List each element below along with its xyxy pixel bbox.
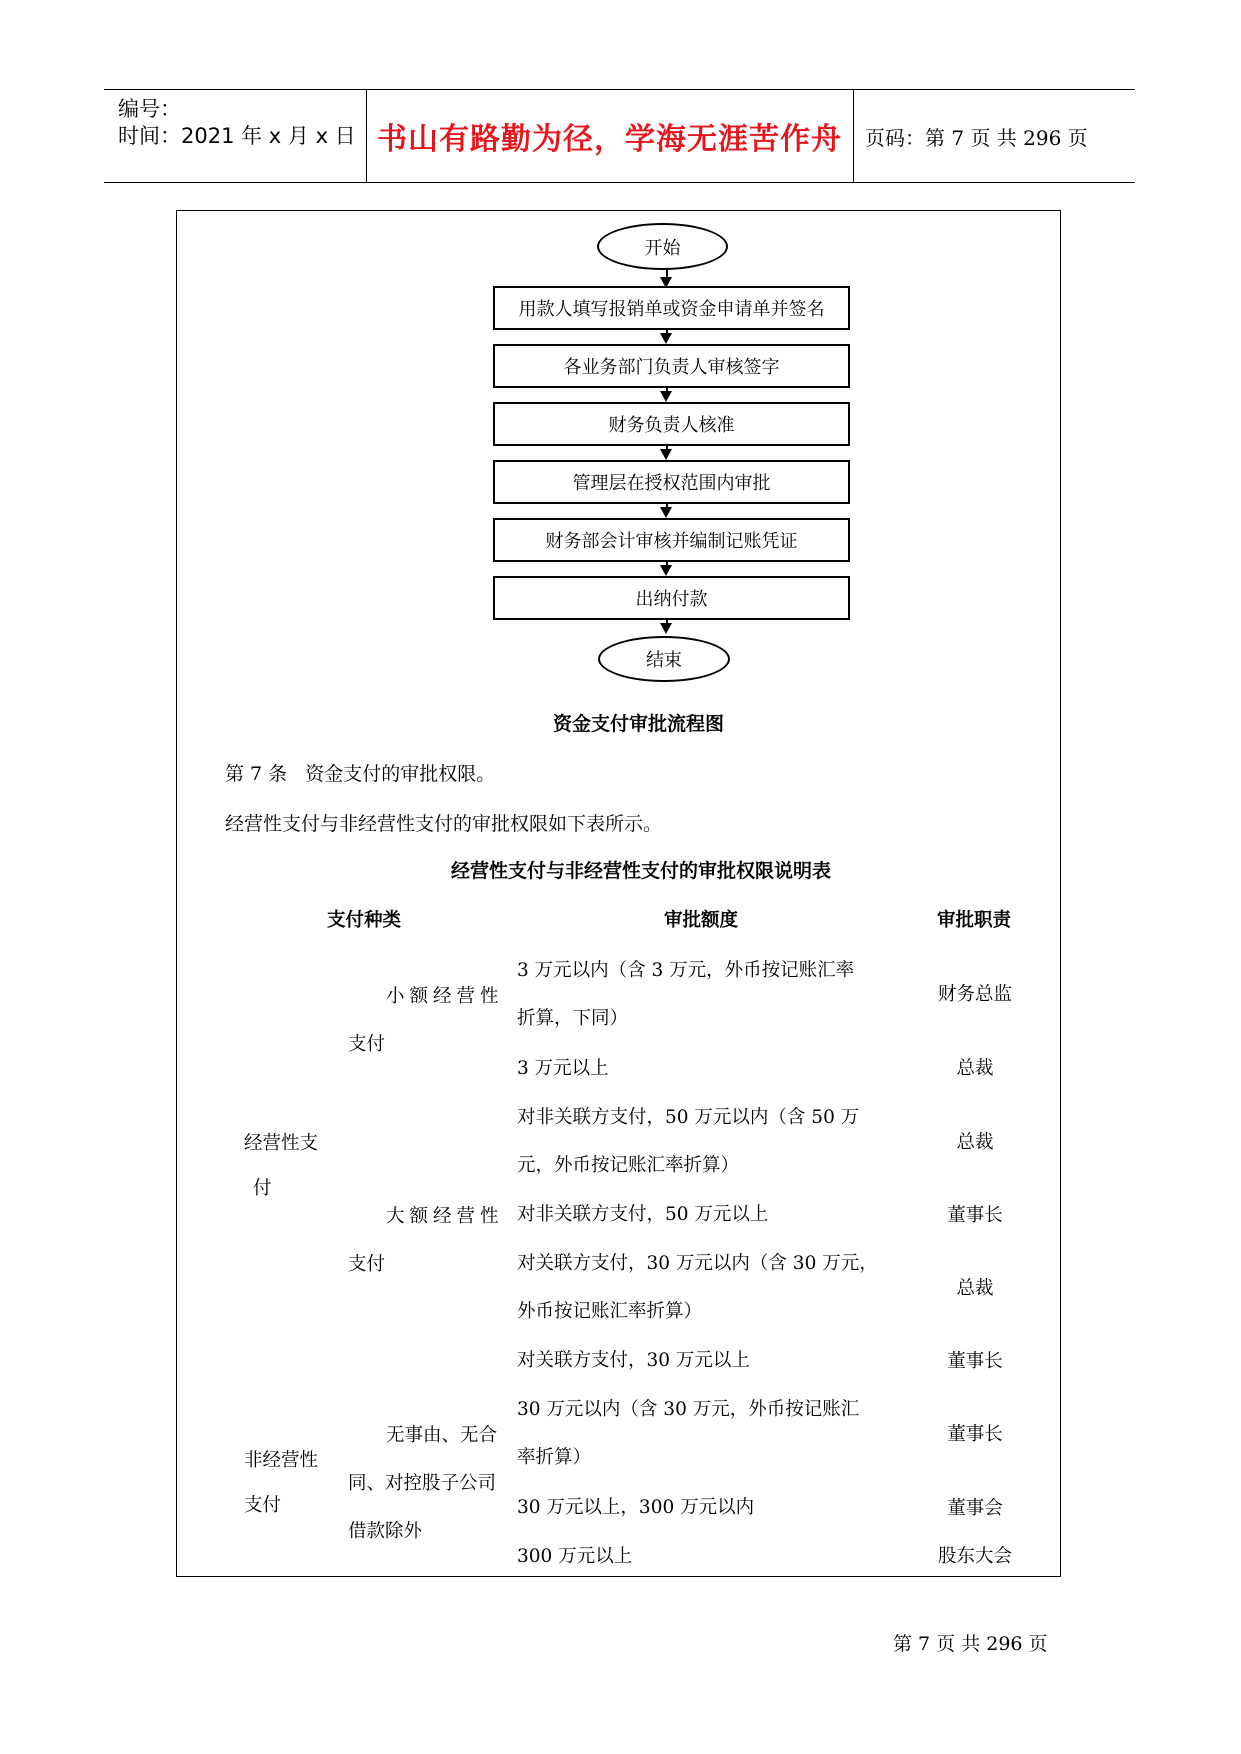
footer-page-number: 第 7 页 共 296 页 bbox=[893, 1633, 1048, 1655]
article-heading: 第 7 条 资金支付的审批权限。 bbox=[225, 763, 496, 785]
amount-row7-line1: 30 万元以内（含 30 万元，外币按记账汇 bbox=[517, 1399, 860, 1420]
subcategory-other-line2: 同、对控股子公司 bbox=[348, 1473, 497, 1494]
header-divider-2 bbox=[853, 89, 854, 182]
table-title: 经营性支付与非经营性支付的审批权限说明表 bbox=[451, 860, 832, 882]
flow-step-5 bbox=[493, 518, 850, 562]
amount-row5-line2: 外币按记账汇率折算） bbox=[517, 1301, 703, 1322]
role-row1: 财务总监 bbox=[937, 984, 1012, 1005]
role-row3: 总裁 bbox=[956, 1132, 994, 1153]
flow-step-3 bbox=[493, 402, 850, 446]
subcategory-other-line3: 借款除外 bbox=[348, 1521, 423, 1542]
header-page-number: 页码：第 7 页 共 296 页 bbox=[865, 126, 1088, 150]
amount-row3-line2: 元，外币按记账汇率折算） bbox=[517, 1155, 740, 1176]
subcategory-large-line1: 大额经营性 bbox=[386, 1206, 504, 1227]
amount-row1-line1: 3 万元以内（含 3 万元，外币按记账汇率 bbox=[517, 960, 855, 981]
flow-step-label: 管理层在授权范围内审批 bbox=[572, 473, 771, 494]
flow-step-label: 财务负责人核准 bbox=[608, 415, 735, 436]
flow-start-oval bbox=[597, 223, 728, 270]
header-bottom-rule bbox=[104, 182, 1135, 183]
flow-step-label: 各业务部门负责人审核签字 bbox=[563, 357, 780, 378]
category-nonoperating-line2: 支付 bbox=[244, 1495, 282, 1516]
role-row8: 董事会 bbox=[947, 1498, 1003, 1519]
amount-row1-line2: 折算，下同） bbox=[517, 1008, 629, 1029]
header-motto: 书山有路勤为径，学海无涯苦作舟 bbox=[377, 122, 842, 157]
category-operating-line2: 付 bbox=[253, 1178, 272, 1199]
amount-row9: 300 万元以上 bbox=[517, 1546, 633, 1567]
flow-start-label: 开始 bbox=[644, 237, 681, 259]
subcategory-small-line1: 小额经营性 bbox=[386, 986, 504, 1007]
table-header-category: 支付种类 bbox=[327, 910, 402, 931]
doc-number-label: 编号： bbox=[118, 97, 181, 121]
subcategory-large-line2: 支付 bbox=[348, 1254, 386, 1275]
table-header-amount: 审批额度 bbox=[664, 910, 739, 931]
subcategory-small-line2: 支付 bbox=[348, 1034, 386, 1055]
flow-step-label: 财务部会计审核并编制记账凭证 bbox=[545, 531, 798, 552]
amount-row6: 对关联方支付，30 万元以上 bbox=[517, 1350, 750, 1371]
table-header-role: 审批职责 bbox=[937, 910, 1012, 931]
flow-step-1 bbox=[493, 286, 850, 330]
flow-step-6 bbox=[493, 576, 850, 620]
amount-row8: 30 万元以上，300 万元以内 bbox=[517, 1497, 755, 1518]
role-row2: 总裁 bbox=[956, 1058, 994, 1079]
role-row7: 董事长 bbox=[947, 1424, 1003, 1445]
amount-row3-line1: 对非关联方支付，50 万元以内（含 50 万 bbox=[517, 1107, 860, 1128]
role-row4: 董事长 bbox=[947, 1205, 1003, 1226]
role-row9: 股东大会 bbox=[937, 1546, 1012, 1567]
subcategory-other-line1: 无事由、无合 bbox=[386, 1425, 498, 1446]
flow-step-label: 用款人填写报销单或资金申请单并签名 bbox=[518, 299, 825, 320]
flowchart-caption: 资金支付审批流程图 bbox=[553, 713, 725, 735]
category-operating-line1: 经营性支 bbox=[244, 1133, 319, 1154]
flow-step-label: 出纳付款 bbox=[635, 589, 708, 610]
role-row6: 董事长 bbox=[947, 1351, 1003, 1372]
flow-end-label: 结束 bbox=[646, 650, 682, 671]
flow-step-4 bbox=[493, 460, 850, 504]
amount-row7-line2: 率折算） bbox=[517, 1447, 592, 1468]
amount-row2: 3 万元以上 bbox=[517, 1058, 609, 1079]
flow-end-oval bbox=[598, 636, 730, 682]
amount-row5-line1: 对关联方支付，30 万元以内（含 30 万元， bbox=[517, 1253, 878, 1274]
header-top-rule bbox=[104, 89, 1135, 90]
doc-time-label: 时间：2021 年 x 月 x 日 bbox=[118, 124, 356, 148]
amount-row4: 对非关联方支付，50 万元以上 bbox=[517, 1204, 769, 1225]
role-row5: 总裁 bbox=[956, 1278, 994, 1299]
article-text: 经营性支付与非经营性支付的审批权限如下表所示。 bbox=[225, 813, 663, 835]
category-nonoperating-line1: 非经营性 bbox=[244, 1450, 319, 1471]
flow-step-2 bbox=[493, 344, 850, 388]
